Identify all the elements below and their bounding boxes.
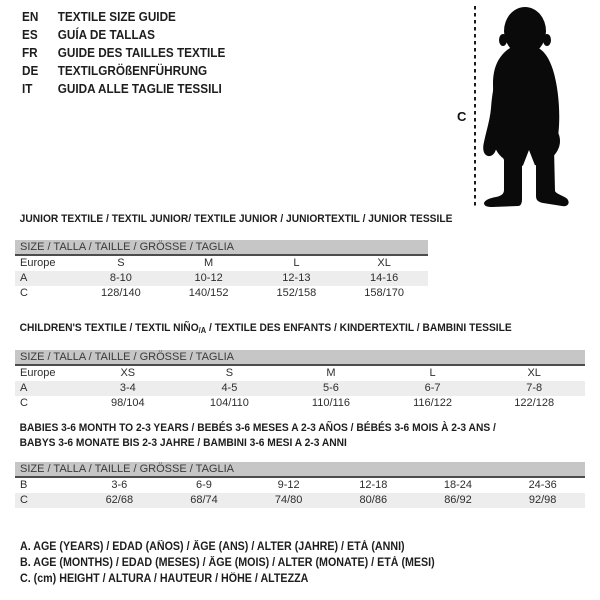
- childrens-size-table: [15, 350, 585, 411]
- guide-title: GUÍA DE TALLAS: [57, 28, 155, 42]
- toddler-silhouette-graphic: [450, 0, 600, 212]
- value-cell: 3-6: [111, 479, 128, 491]
- language-row-en: [22, 8, 225, 26]
- table-row: [15, 365, 585, 381]
- value-cell: 12-13: [282, 272, 311, 284]
- junior-textile-section: [15, 212, 453, 301]
- value-cell: 62/68: [105, 494, 134, 506]
- childrens-textile-section: [15, 321, 585, 411]
- value-cell: 98/104: [110, 397, 145, 409]
- value-cell: 80/86: [359, 494, 388, 506]
- value-cell: M: [326, 367, 336, 379]
- guide-title: GUIDA ALLE TAGLIE TESSILI: [57, 82, 222, 96]
- footnote-b-age-months: B. AGE (MONTHS) / EDAD (MESES) / ÂGE (MOIS) / ALTER (MONATE) / ETÀ (MESI): [20, 557, 435, 569]
- title-subscript: /A: [198, 326, 207, 335]
- row-label-cell: A: [20, 382, 28, 394]
- table-row: [15, 381, 585, 396]
- value-cell: 116/122: [413, 397, 453, 409]
- language-row-es: [22, 26, 225, 44]
- value-cell: S: [117, 257, 125, 269]
- title-main: CHILDREN'S TEXTILE / TEXTIL NIÑO: [19, 322, 199, 334]
- value-cell: XL: [377, 257, 391, 269]
- value-cell: S: [225, 367, 234, 379]
- babies-size-table: [15, 462, 585, 508]
- language-row-it: [22, 80, 225, 98]
- value-cell: 8-10: [109, 272, 132, 284]
- toddler-silhouette-icon: [483, 7, 568, 207]
- table-row: [15, 286, 428, 301]
- guide-title: TEXTILE SIZE GUIDE: [57, 10, 176, 24]
- size-header-row: [15, 350, 585, 365]
- table-row: [15, 255, 428, 271]
- value-cell: 158/170: [364, 287, 404, 299]
- value-cell: L: [429, 367, 436, 379]
- row-label-cell: Europe: [20, 257, 56, 269]
- table-row: [15, 396, 585, 411]
- value-cell: 128/140: [100, 287, 141, 299]
- value-cell: L: [293, 257, 300, 269]
- value-cell: 122/128: [514, 397, 555, 409]
- value-cell: 68/74: [190, 494, 218, 506]
- language-code: FR: [22, 46, 38, 60]
- row-label-cell: Europe: [20, 367, 56, 379]
- value-cell: 6-7: [424, 382, 441, 394]
- table-row: [15, 271, 428, 286]
- value-cell: 92/98: [528, 494, 557, 506]
- row-label-cell: C: [20, 397, 28, 409]
- value-cell: 18-24: [443, 479, 473, 491]
- language-code: ES: [22, 28, 38, 42]
- value-cell: 12-18: [359, 479, 388, 491]
- height-measure-label: C: [457, 109, 467, 124]
- row-label-cell: B: [20, 479, 28, 491]
- size-header-cell: SIZE / TALLA / TAILLE / GRÖSSE / TAGLIA: [15, 350, 585, 365]
- language-code: EN: [22, 10, 39, 24]
- size-header-cell: SIZE / TALLA / TAILLE / GRÖSSE / TAGLIA: [15, 240, 428, 255]
- language-title-list: [22, 8, 238, 98]
- value-cell: 7-8: [526, 382, 543, 394]
- childrens-table-title: [15, 321, 545, 338]
- babies-table-title-line1: BABIES 3-6 MONTH TO 2-3 YEARS / BEBÉS 3-6 MESES A 2-3 AÑOS / BÉBÉS 3-6 MOIS À 2-3 ANS /: [19, 422, 496, 434]
- junior-size-table: [15, 240, 428, 301]
- value-cell: 140/152: [188, 287, 229, 299]
- language-row-fr: [22, 44, 225, 62]
- size-header-cell: SIZE / TALLA / TAILLE / GRÖSSE / TAGLIA: [15, 462, 585, 477]
- value-cell: 6-9: [196, 479, 212, 491]
- value-cell: 74/80: [274, 494, 303, 506]
- babies-textile-section: [15, 421, 585, 508]
- value-cell: XS: [120, 367, 136, 379]
- value-cell: 3-4: [119, 382, 136, 394]
- value-cell: 24-36: [528, 479, 557, 491]
- table-row: [15, 477, 585, 493]
- value-cell: 152/158: [276, 287, 317, 299]
- guide-title: GUIDE DES TAILLES TEXTILE: [57, 46, 226, 60]
- table-row: [15, 493, 585, 508]
- babies-table-title-line2: BABYS 3-6 MONATE BIS 2-3 JAHRE / BAMBINI 3-6 MESI A 2-3 ANNI: [19, 437, 347, 449]
- value-cell: XL: [527, 367, 541, 379]
- height-measure-figure: [450, 0, 600, 212]
- size-header-row: [15, 462, 585, 477]
- language-code: DE: [22, 64, 39, 78]
- value-cell: 86/92: [444, 494, 472, 506]
- row-label-cell: C: [20, 494, 28, 506]
- legend-footnotes: [20, 539, 466, 587]
- language-row-de: [22, 62, 225, 80]
- value-cell: M: [204, 257, 214, 269]
- value-cell: 104/110: [209, 397, 249, 409]
- value-cell: 110/116: [311, 397, 351, 409]
- junior-table-title: JUNIOR TEXTILE / TEXTIL JUNIOR/ TEXTILE JUNIOR / JUNIORTEXTIL / JUNIOR TESSILE: [19, 213, 453, 225]
- value-cell: 14-16: [370, 272, 399, 284]
- value-cell: 5-6: [323, 382, 339, 394]
- row-label-cell: A: [20, 272, 28, 284]
- value-cell: 9-12: [277, 479, 300, 491]
- value-cell: 4-5: [221, 382, 238, 394]
- guide-title: TEXTILGRÖßENFÜHRUNG: [57, 64, 208, 78]
- language-code: IT: [22, 82, 33, 96]
- value-cell: 10-12: [194, 272, 223, 284]
- size-header-row: [15, 240, 428, 255]
- footnote-c-height: C. (cm) HEIGHT / ALTURA / HAUTEUR / HÖHE / ALTEZZA: [20, 573, 309, 585]
- row-label-cell: C: [20, 287, 28, 299]
- title-rest: / TEXTILE DES ENFANTS / KINDERTEXTIL / BAMBINI TESSILE: [206, 322, 512, 334]
- footnote-a-age-years: A. AGE (YEARS) / EDAD (AÑOS) / ÂGE (ANS) / ALTER (JAHRE) / ETÀ (ANNI): [20, 541, 405, 553]
